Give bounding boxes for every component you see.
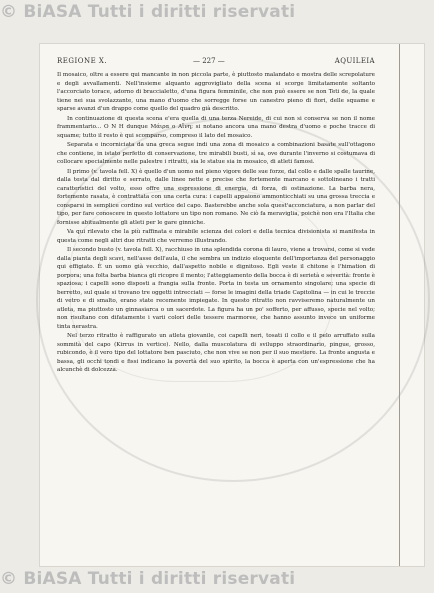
paragraph: Il primo (v. tavola fell. X) è quello d'un uomo nel pieno vigore delle sue forze, dal collo e dalle spalle taurine, dalla testa dal diritto e serrato, dalle linee nette e precise che fortemente marcano e sottolineano i tratti caratteristici del volto, esso offre una espressione di energia, di forza, di ostinazione. La barba nera, fortemente rasata, è contrattata con una certa cura: i capelli appaiono ammonticchiati su una grossa treccia e consparsi in semplice cordino sul vertice del capo. Basterebbe anche sola quest'acconciatura, a non parlar del tipo, per fare conoscere in questo lottatore un tipo non romano. Ne ciò fa meraviglia, poichè non era l'Italia che fornisse abitualmente gli atleti per le gare ginniche. [57, 168, 375, 226]
page-binding-edge [399, 44, 400, 566]
paragraph: Nel terzo ritratto è raffigurato un atleta giovanile, coi capelli neri, tosati il collo e il pelo arruffato sulla sommità del capo (Kirrus in vertice). Nello, dalla muscolatura di sviluppo straordinario, pingue, grosso, rubicondo, è il vero tipo del lottatore ben pasciuto, che non vive se non per il suo mestiere. La fronte angusta e bassa, gli occhi tondi e fissi indicano la povertà del suo spirito, la bocca è aperta con un'espressione che ha alcunchè di dolcezza. [57, 333, 375, 373]
body-text [57, 71, 375, 375]
paragraph: In continuazione di questa scena e'era quella di una terza Nereide, di cui non si conserva se non il nome frammentario... O N H dunque Μάιρα o Αἴνη; si notano ancora una mano destra d'uomo e poche tracce di squame; tutto il resto è qui scomparso, compreso il lato del mosaico. [57, 115, 375, 139]
watermark-top: © BiASA Tutti i diritti riservati [0, 2, 296, 22]
page-header [57, 57, 375, 69]
paragraph: Separata e incorniciata da una greca segue indi una zona di mosaico a combinazioni basate sull'ottagono che contiene, in istato perfetto di conservazione, tre mirabili busti, sì sa, ove durante l'inverno si costumava di collocare specialmente nelle palestre i ritratti, sia le statue sia in mosaico, di atleti famosi. [57, 142, 375, 165]
paragraph: Va qui rilevato che la più raffinata e mirabile scienza dei colori e della tecnica divisionista si manifesta in questa come negli altri due ritratti che verremo illustrando. [57, 229, 375, 244]
paragraph: Il mosaico, oltre a essere qui mancante in non piccola parte, è piuttosto malandato e mostra delle screpolature e degli avvallamenti. Nell'insieme alquanto aggrovigliato della scena si scorge limitatamente soltanto l'accorciato torace, adorno di braccialetto, d'una figura femminile, che non può essere se non Teti de, la quale tiene nei sua svolazzante, una mano d'uomo che sorregge forse un canestro pieno di fiori, delle squame e sparse avanzi d'un drappo come quello del quadro già descritto. [57, 72, 375, 112]
paragraph: Il secondo busto (v. tavola fell. X), racchiuso in una splendida corona di lauro, viene a trovarsi, come si vede dalla pianta degli scavi, nell'asse dell'aula, il che sembra un indizio eloquente dell'importanza del personaggio qui effigiato. È un uomo già vecchio, dall'aspetto nobile e dignitoso. Egli veste il chitone e l'himation di porpora; una folta barba bianca gli ricopre il mento; l'atteggiamento della bocca è di serietà e severità: fronte è spaziosa; i capelli sono disposti a frangia sulla fronte. Porta in testa un ornamento singolare; una specie di berretto, sul quale si trovano tre oggetti intrecciati — forse le imagini della triade Capitolina — in cui le treccie di vetro e di smalto, erano state recemente impiegate. In questo ritratto non ravviseremo naturalmente un atleta, ma piuttosto un ginnasiarca o un sacerdote. La figura ha un po' sofferto, per affusso, specie nel volto; non risultano con difatamente i varii colori delle tessere marmoree, che hanno assunto invece un uniforme tinta nerastra. [57, 247, 375, 330]
watermark-bottom: © BiASA Tutti i diritti riservati [0, 569, 296, 589]
header-section: REGIONE X. [57, 57, 108, 65]
header-city: AQUILEIA [334, 57, 375, 65]
header-page-number: — 227 — [193, 57, 225, 65]
